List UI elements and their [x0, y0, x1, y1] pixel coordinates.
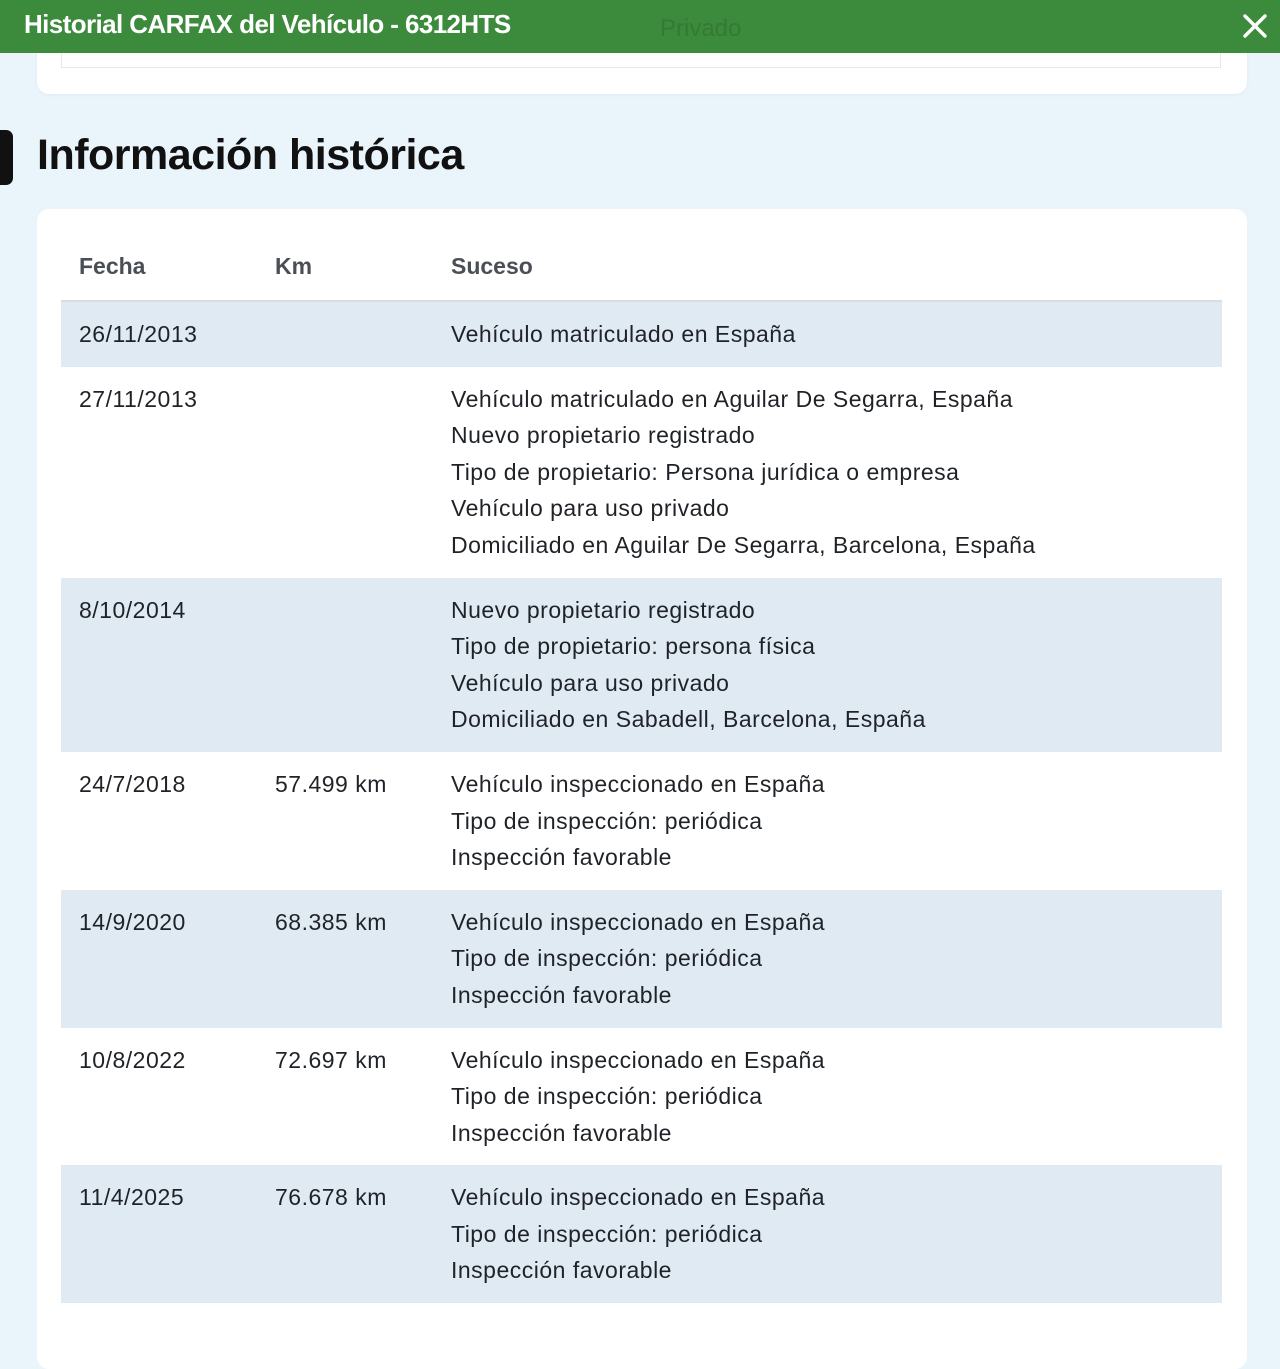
event-line: Inspección favorable: [451, 844, 672, 871]
event-line: Tipo de inspección: periódica: [451, 1220, 763, 1247]
event-line: Tipo de propietario: Persona jurídica o empresa: [451, 458, 960, 485]
event-line: Vehículo inspeccionado en España: [451, 770, 826, 797]
section-accent-bar: [0, 130, 13, 185]
history-table-body: [61, 301, 1222, 1303]
event-line: Vehículo inspeccionado en España: [451, 908, 826, 935]
dialog-title: Historial CARFAX del Vehículo - 6312HTS: [24, 9, 511, 39]
dialog-header: [0, 0, 1280, 53]
row-km: 72.697 km: [275, 1046, 387, 1073]
event-line: Vehículo matriculado en Aguilar De Segarra, España: [451, 385, 1013, 412]
event-line: Tipo de inspección: periódica: [451, 807, 763, 834]
event-line: Nuevo propietario registrado: [451, 596, 756, 623]
row-events: [433, 367, 1222, 578]
row-events: [433, 890, 1222, 1028]
event-line: Vehículo inspeccionado en España: [451, 1184, 826, 1211]
column-header-date: Fecha: [61, 244, 257, 301]
table-row: [61, 301, 1222, 367]
history-table-header: [61, 244, 1222, 301]
row-km: [257, 367, 433, 578]
row-events: [433, 1028, 1222, 1166]
row-km: 68.385 km: [257, 890, 433, 1028]
table-row: [61, 578, 1222, 752]
row-events: [433, 578, 1222, 752]
table-row: [61, 1028, 1222, 1166]
row-date: 26/11/2013: [61, 301, 257, 367]
event-line: Tipo de inspección: periódica: [451, 1083, 763, 1110]
event-line: Vehículo para uso privado: [451, 495, 730, 522]
row-date: 27/11/2013: [79, 385, 198, 412]
row-date: 10/8/2022: [79, 1046, 186, 1073]
history-card: [37, 209, 1247, 1369]
event-line: Inspección favorable: [451, 1257, 672, 1284]
row-date: 11/4/2025: [61, 1165, 257, 1303]
event-line: Inspección favorable: [451, 981, 672, 1008]
table-row: [61, 367, 1222, 578]
column-header-km: Km: [257, 244, 433, 301]
row-km: 57.499 km: [275, 770, 387, 797]
row-km: [257, 301, 433, 367]
table-row: [61, 752, 1222, 890]
event-line: Nuevo propietario registrado: [451, 422, 756, 449]
event-line: Inspección favorable: [451, 1119, 672, 1146]
row-date: 14/9/2020: [61, 890, 257, 1028]
event-line: Tipo de inspección: periódica: [451, 945, 763, 972]
event-line: Vehículo para uso privado: [451, 669, 730, 696]
table-row: [61, 890, 1222, 1028]
row-events: [433, 1165, 1222, 1303]
column-header-event: Suceso: [433, 244, 1222, 301]
event-line: Tipo de propietario: persona física: [451, 633, 816, 660]
row-events: [433, 752, 1222, 890]
section-title: Información histórica: [37, 131, 464, 179]
event-line: Vehículo inspeccionado en España: [451, 1046, 826, 1073]
event-line: Domiciliado en Aguilar De Segarra, Barcelona, España: [451, 531, 1036, 558]
close-button[interactable]: [1238, 9, 1272, 43]
background-privado-text: Privado: [660, 15, 742, 42]
history-table: [61, 244, 1222, 1303]
table-row: [61, 1165, 1222, 1303]
row-events: [433, 301, 1222, 367]
event-line: Domiciliado en Sabadell, Barcelona, España: [451, 706, 926, 733]
row-date: 8/10/2014: [61, 578, 257, 752]
close-icon: [1238, 9, 1272, 43]
row-km: [257, 578, 433, 752]
row-date: 24/7/2018: [79, 770, 186, 797]
row-km: 76.678 km: [257, 1165, 433, 1303]
event-line: Vehículo matriculado en España: [451, 321, 796, 347]
